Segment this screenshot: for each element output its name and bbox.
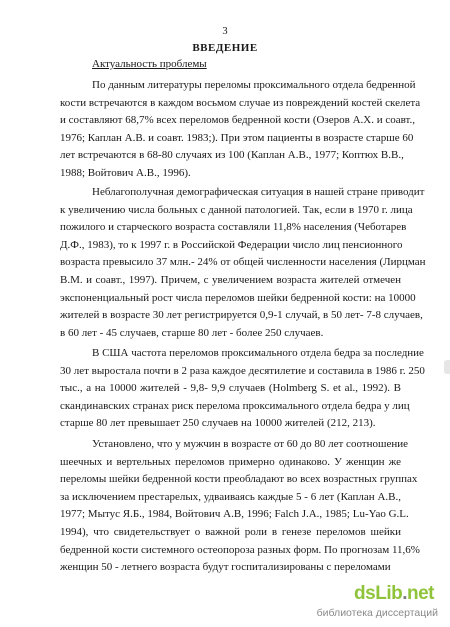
text-line: 1976; Каплан А.В. и соавт. 1983;). При этом пациенты в возрасте старше 60 bbox=[60, 131, 414, 144]
text-line: переломы шейки бедренной кости преобладают во всех возрастных группах bbox=[60, 473, 418, 486]
text-line: жителей в возрасте 30 лет регистрируется 0,9-1 случай, в 50 лет- 7-8 случаев, bbox=[60, 309, 423, 322]
text-line: к увеличению числа больных с данной патологией. Так, если в 1970 г. лица bbox=[60, 203, 413, 216]
text-line: скандинавских странах риск перелома проксимального отдела бедра у лиц bbox=[60, 399, 410, 412]
paragraph-3 bbox=[60, 345, 425, 433]
binder-hole bbox=[444, 360, 450, 374]
text-line: 1994), что свидетельствует о важной роли в генезе переломов шейки bbox=[60, 525, 401, 538]
text-line: шеечных и вертельных переломов примерно одинаково. У женщин же bbox=[60, 455, 401, 468]
text-line: 1988; Войтович А.В., 1996). bbox=[60, 166, 191, 179]
text-line: женщин 50 - летнего возраста будут госпитализированы с переломами bbox=[60, 561, 391, 574]
text-line: пожилого и старческого возраста составляли 11,8% населения (Чеботарев bbox=[60, 221, 407, 234]
text-line: бедренной кости системного остеопороза разных форм. По прогнозам 11,6% bbox=[60, 543, 420, 556]
text-line: в 60 лет - 45 случаев, старше 80 лет - более 250 случаев. bbox=[60, 326, 324, 339]
text-line: экспоненциальный рост числа переломов шейки бедренной кости: на 10000 bbox=[60, 291, 416, 304]
text-line: 1977; Мытус Я.Б., 1984, Войтович А.В, 1996; Falch J.A., 1985; Lu-Yao G.L. bbox=[60, 508, 409, 521]
paragraph-1 bbox=[60, 77, 421, 183]
text-line: В США частота переломов проксимального отдела бедра за последние bbox=[92, 347, 424, 359]
text-line: тыс., а на 10000 жителей - 9,8- 9,9 случаев (Holmberg S. et al., 1992). В bbox=[60, 382, 401, 395]
section-heading: Актуальность проблемы bbox=[92, 58, 207, 70]
paragraph-4 bbox=[60, 436, 420, 577]
text-line: лет встречаются в 68-80 случаях из 100 (Каплан А.В., 1977; Коптюх В.В., bbox=[60, 149, 404, 162]
text-line: возраста превысило 37 млн.- 24% от общей численности населения (Лирцман bbox=[60, 256, 426, 269]
text-line: Установлено, что у мужчин в возрасте от 60 до 80 лет соотношение bbox=[92, 438, 408, 450]
watermark-subtitle: библиотека диссертаций bbox=[316, 607, 438, 619]
page-number: 3 bbox=[222, 26, 228, 37]
text-line: 30 лет выростала почти в 2 раза каждое десятилетие и составила в 1986 г. 250 bbox=[60, 364, 425, 377]
text-line: По данным литературы переломы проксимального отдела бедренной bbox=[92, 79, 416, 91]
watermark-logo[interactable]: dsLib.net bbox=[354, 583, 434, 604]
text-line: старше 80 лет превышает 250 случаев на 10000 жителей (212, 213). bbox=[60, 417, 376, 430]
text-line: и составляют 68,7% всех переломов бедренной кости (Озеров А.Х. и соавт., bbox=[60, 114, 416, 127]
page-title: ВВЕДЕНИЕ bbox=[192, 42, 258, 54]
text-line: Неблагополучная демографическая ситуация в нашей стране приводит bbox=[92, 186, 425, 198]
text-line: В.М. и соавт., 1997). Причем, с увеличением возраста жителей отмечен bbox=[60, 273, 401, 286]
watermark[interactable] bbox=[294, 583, 444, 623]
text-line: кости встречаются в каждом восьмом случае из повреждений костей скелета bbox=[60, 96, 421, 109]
text-line: Д.Ф., 1983), то к 1997 г. в Российской Федерации число лиц пенсионного bbox=[60, 238, 403, 251]
paragraph-2 bbox=[60, 184, 426, 342]
text-line: за исключением престарелых, удваиваясь каждые 5 - 6 лет (Каплан А.В., bbox=[60, 490, 401, 503]
